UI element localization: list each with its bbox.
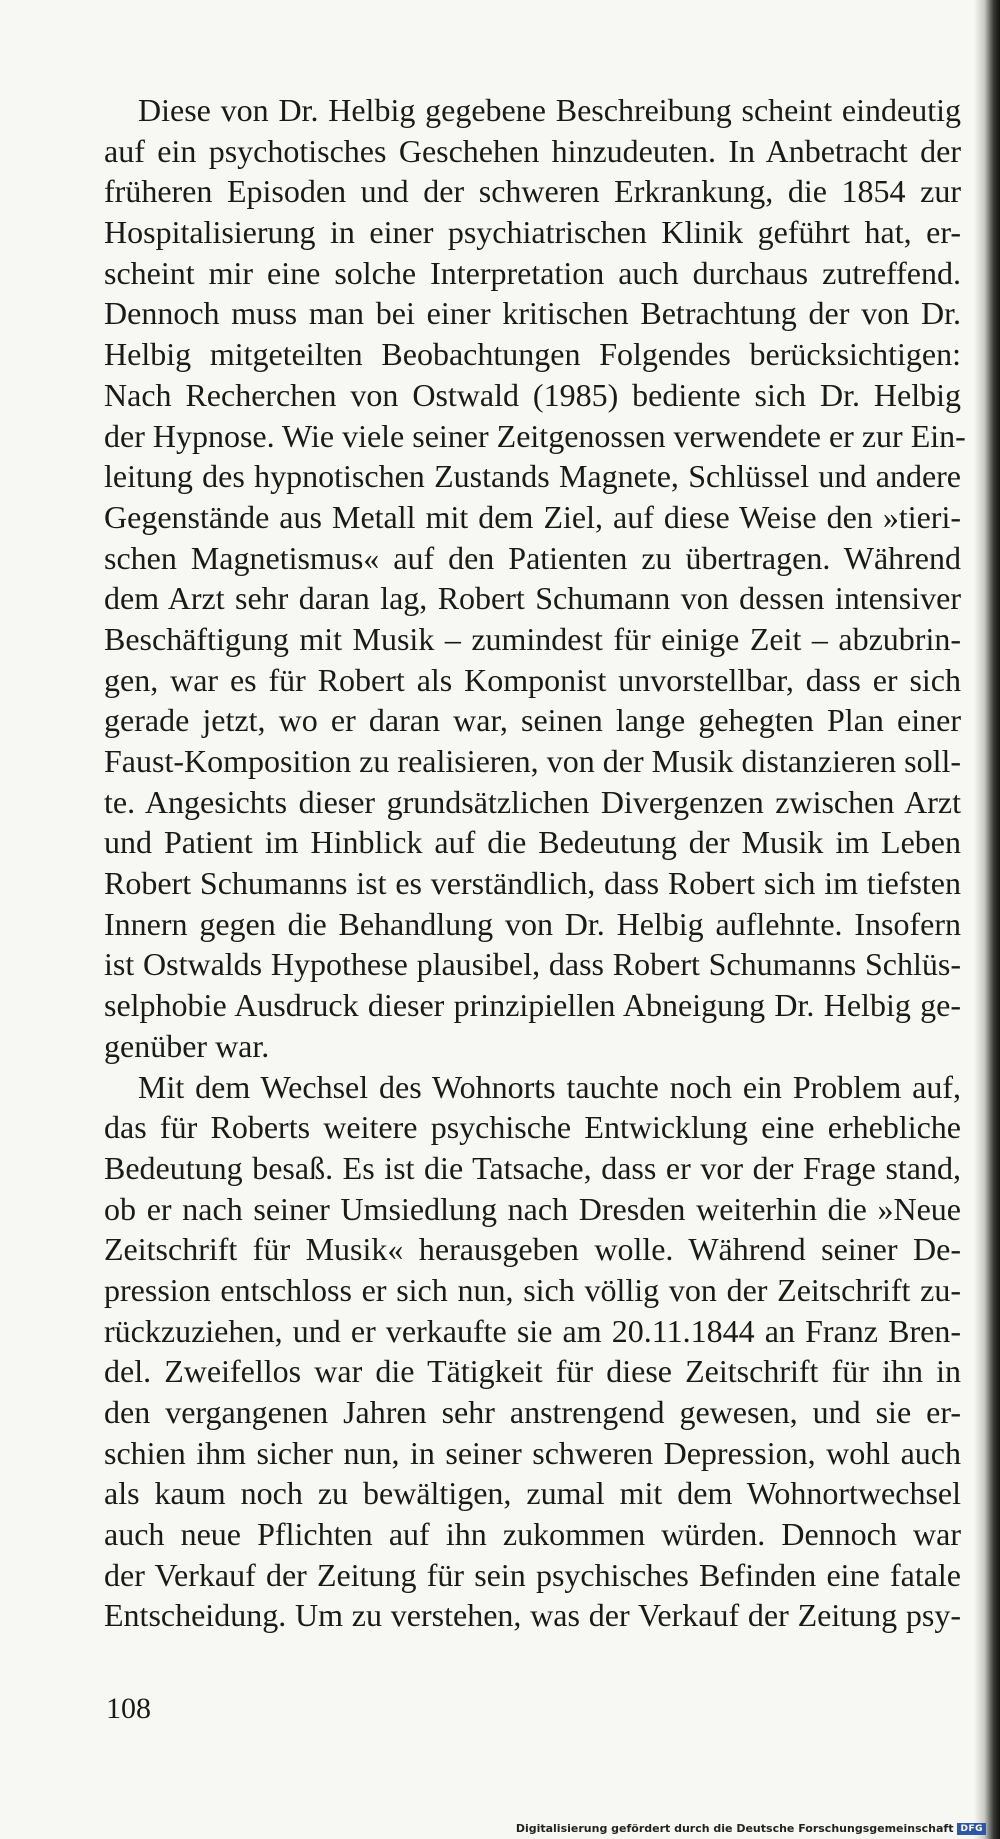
text-line: Faust-Komposition zu realisieren, von der Musik distanzieren soll- — [104, 743, 961, 779]
text-line: den vergangenen Jahren sehr anstrengend gewesen, und sie er- — [104, 1394, 961, 1430]
text-line: selphobie Ausdruck dieser prinzipiellen Abneigung Dr. Helbig ge- — [104, 987, 961, 1024]
text-line: Helbig mitgeteilten Beobachtungen Folgendes berücksichtigen: — [104, 336, 961, 373]
credit-text: Digitalisierung gefördert durch die Deutsche Forschungsgemeinschaft — [515, 1822, 954, 1835]
text-line: der Verkauf der Zeitung für sein psychisches Befinden eine fatale — [104, 1556, 961, 1593]
text-line: als kaum noch zu bewältigen, zumal mit dem Wohnortwechsel — [104, 1475, 961, 1512]
body-text — [104, 90, 966, 1636]
text-line: Mit dem Wechsel des Wohnorts tauchte noch ein Problem auf, — [138, 1068, 961, 1105]
text-line: ist Ostwalds Hypothese plausibel, dass Robert Schumanns Schlüs- — [104, 946, 961, 983]
text-line: del. Zweifellos war die Tätigkeit für diese Zeitschrift für ihn in — [104, 1353, 961, 1390]
text-line: Beschäftigung mit Musik – zumindest für einige Zeit – abzubrin- — [104, 620, 961, 657]
text-line: und Patient im Hinblick auf die Bedeutung der Musik im Leben — [104, 824, 961, 861]
text-line: gen, war es für Robert als Komponist unvorstellbar, dass er sich — [104, 661, 961, 698]
text-line: dem Arzt sehr daran lag, Robert Schumann von dessen intensiver — [104, 580, 961, 617]
paragraph-1 — [104, 90, 966, 1067]
text-line: leitung des hypnotischen Zustands Magnete, Schlüssel und andere — [104, 458, 961, 495]
text-line: ob er nach seiner Umsiedlung nach Dresden weiterhin die »Neue — [104, 1190, 961, 1227]
text-line: auch neue Pflichten auf ihn zukommen würden. Dennoch war — [104, 1516, 961, 1553]
text-line: Innern gegen die Behandlung von Dr. Helbig auflehnte. Insofern — [104, 905, 961, 942]
text-line: Robert Schumanns ist es verständlich, dass Robert sich im tiefsten — [104, 865, 961, 902]
text-line: genüber war. — [104, 1027, 270, 1064]
text-line: Gegenstände aus Metall mit dem Ziel, auf diese Weise den »tieri- — [104, 498, 961, 535]
text-line: das für Roberts weitere psychische Entwicklung eine erhebliche — [104, 1109, 961, 1146]
text-line: te. Angesichts dieser grundsätzlichen Divergenzen zwischen Arzt — [104, 783, 961, 820]
text-line: Zeitschrift für Musik« herausgeben wolle. Während seiner De- — [104, 1231, 961, 1268]
text-line: auf ein psychotisches Geschehen hinzudeuten. In Anbetracht der — [104, 132, 961, 169]
text-line: scheint mir eine solche Interpretation auch durchaus zutreffend. — [104, 254, 961, 291]
book-spine-shadow — [974, 0, 1000, 1839]
digitization-credit — [516, 1822, 986, 1835]
text-line: pression entschloss er sich nun, sich völlig von der Zeitschrift zu- — [104, 1271, 961, 1308]
text-line: schen Magnetismus« auf den Patienten zu übertragen. Während — [104, 539, 961, 576]
text-line: rückzuziehen, und er verkaufte sie am 20.11.1844 an Franz Bren- — [104, 1312, 961, 1349]
text-line: gerade jetzt, wo er daran war, seinen lange gehegten Plan einer — [104, 702, 961, 739]
text-line: Nach Recherchen von Ostwald (1985) bediente sich Dr. Helbig — [104, 376, 961, 413]
page-number: 108 — [106, 1692, 151, 1725]
text-line: Entscheidung. Um zu verstehen, was der Verkauf der Zeitung psy- — [104, 1597, 961, 1634]
text-line: früheren Episoden und der schweren Erkrankung, die 1854 zur — [104, 173, 961, 210]
text-line: Dennoch muss man bei einer kritischen Betrachtung der von Dr. — [104, 295, 961, 332]
text-line: Diese von Dr. Helbig gegebene Beschreibung scheint eindeutig — [138, 92, 961, 128]
text-line: Bedeutung besaß. Es ist die Tatsache, dass er vor der Frage stand, — [104, 1149, 961, 1186]
paragraph-2 — [104, 1067, 961, 1637]
text-line: der Hypnose. Wie viele seiner Zeitgenossen verwendete er zur Ein- — [104, 417, 966, 454]
dfg-logo: DFG — [957, 1823, 986, 1835]
text-line: Hospitalisierung in einer psychiatrischen Klinik geführt hat, er- — [104, 214, 961, 251]
text-line: schien ihm sicher nun, in seiner schweren Depression, wohl auch — [104, 1434, 961, 1471]
